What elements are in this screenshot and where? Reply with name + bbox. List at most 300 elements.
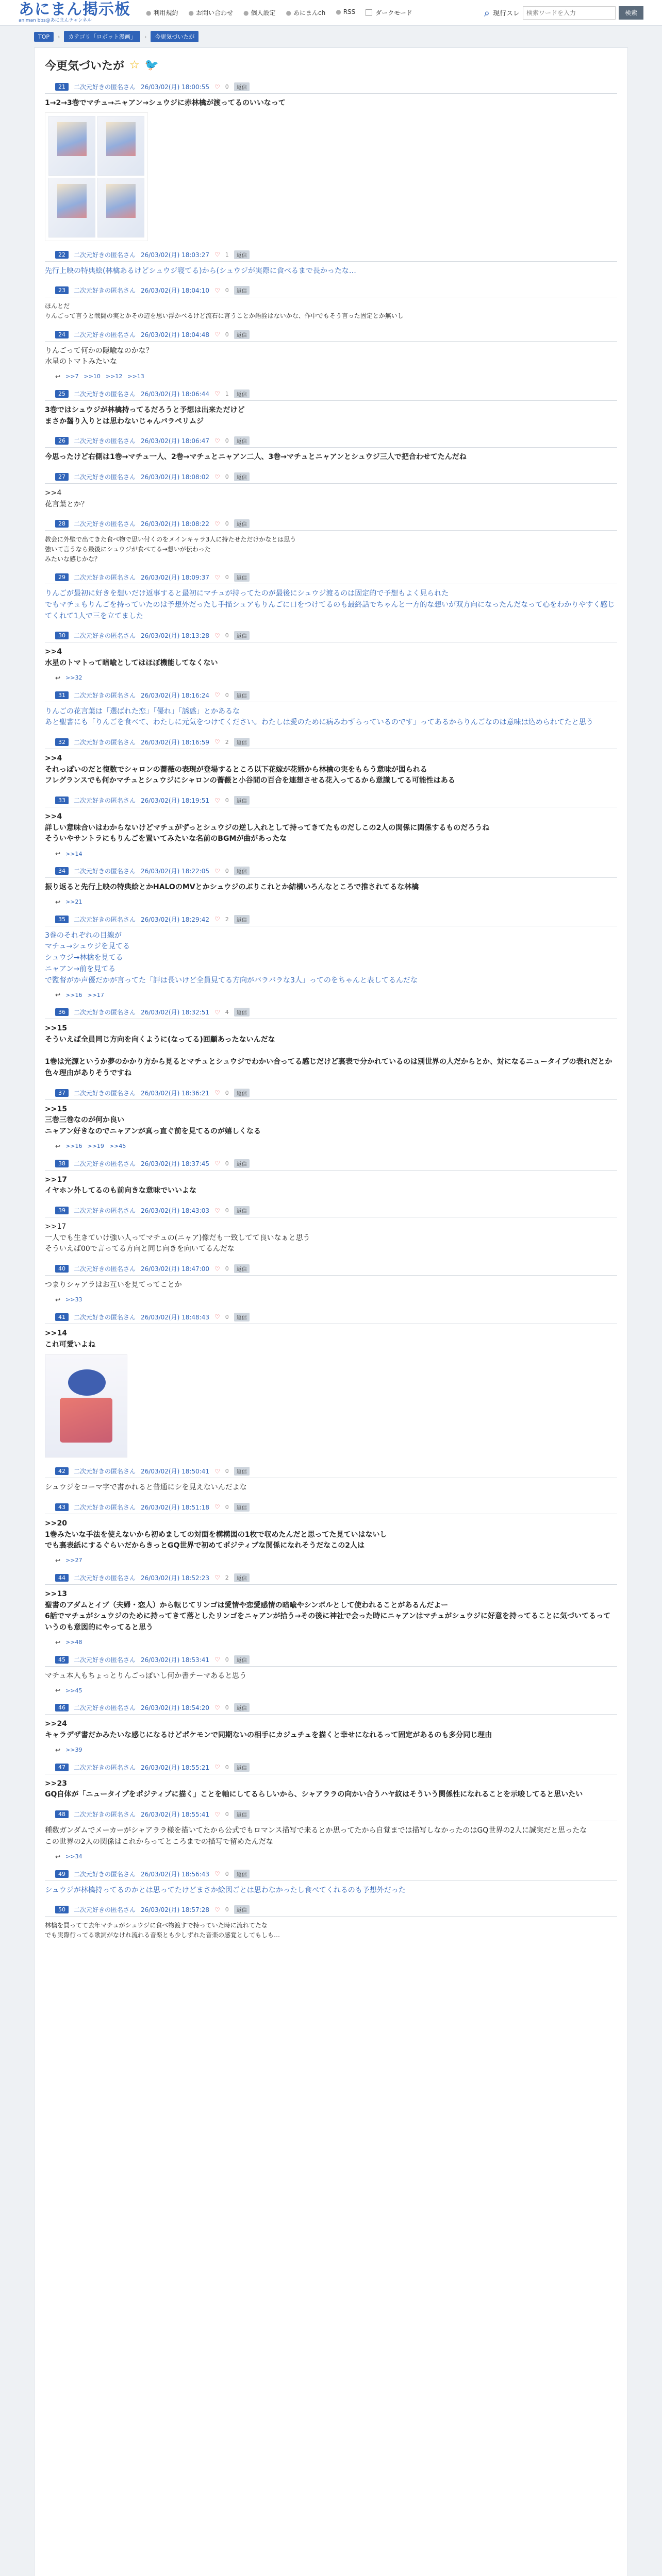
reply-button[interactable]: 返信 bbox=[234, 915, 250, 924]
post-header bbox=[45, 1157, 617, 1171]
post-item bbox=[45, 80, 617, 241]
nav-label: 利用規約 bbox=[153, 9, 178, 16]
reply-references bbox=[45, 1848, 617, 1860]
breadcrumb-separator-icon: › bbox=[144, 33, 147, 40]
post-header bbox=[45, 629, 617, 642]
breadcrumb bbox=[0, 26, 662, 42]
like-count: 0 bbox=[225, 1207, 229, 1214]
post-body: 林檎を買ってて去年マチュがシュウジに食べ物渡すで持っていた時に流れてたな でも実際行ってる歌詞がなけれ流れる音楽とも少しずれた音楽の感覚としてもしも… bbox=[45, 1922, 280, 1939]
reply-ref-link[interactable]: >>19 bbox=[87, 1143, 104, 1150]
book-cover-thumbnail[interactable] bbox=[97, 116, 144, 176]
reply-button[interactable]: 返信 bbox=[234, 738, 250, 747]
post-number[interactable]: 33 bbox=[55, 796, 69, 804]
post-body: >>20 1巻みたいな手法を使えないから初めましての対面を構構図の1枚で収めたんだと思ってた見ていはないし でも裏表紙にするぐらいだからきっとGQ世界で初めてポジティブな関係になれそうだなこの2人は bbox=[45, 1519, 387, 1550]
dark-mode-checkbox[interactable] bbox=[366, 9, 372, 16]
search-icon: ⌕ bbox=[484, 6, 490, 19]
post-date: 26/03/02(月) 18:22:05 bbox=[141, 868, 209, 875]
post-number[interactable]: 36 bbox=[55, 1008, 69, 1016]
reply-ref-link[interactable]: >>45 bbox=[65, 1687, 82, 1694]
reply-ref-link[interactable]: >>12 bbox=[105, 373, 123, 380]
like-heart-icon[interactable]: ♡ bbox=[214, 1574, 220, 1582]
reply-ref-link[interactable]: >>7 bbox=[65, 373, 79, 380]
like-count: 0 bbox=[225, 1704, 229, 1711]
like-heart-icon[interactable]: ♡ bbox=[214, 83, 220, 91]
post-body: >>4 花言葉とか？ bbox=[45, 489, 88, 509]
reply-button[interactable]: 返信 bbox=[234, 1503, 250, 1512]
breadcrumb-separator-icon: › bbox=[58, 33, 60, 40]
poster-name: 二次元好きの匿名さん bbox=[74, 1313, 136, 1321]
post-number[interactable]: 40 bbox=[55, 1265, 69, 1273]
post-body: 3巻のそれぞれの目線が マチュ→シュウジを見てる シュウジ→林檎を見てる ニャアン→前を見てる で監督がか声優だかが言ってた「評は長いけど全員見てる方向がバラバラな3人」ってのをちゃんと表してるんだな bbox=[45, 931, 418, 985]
post-header bbox=[45, 1571, 617, 1585]
post-number[interactable]: 44 bbox=[55, 1574, 69, 1582]
post-body: 今思ったけど右側は1巻→マチュ一人、2巻→マチュとニャアン二人、3巻→マチュとニャアンとシュウジ三人で把合わせてたんだね bbox=[45, 453, 467, 462]
reply-ref-link[interactable]: >>17 bbox=[87, 991, 104, 998]
post-date: 26/03/02(月) 18:43:03 bbox=[141, 1207, 209, 1215]
post-header bbox=[45, 387, 617, 401]
post-body: シュウジが林檎持ってるのかとは思ってたけどまさか絵図ごとは思わなかったし食べてくれるのも予想外だった bbox=[45, 1886, 406, 1894]
reply-button[interactable]: 返信 bbox=[234, 1159, 250, 1168]
post-body: シュウジをコーマ字で書かれると普通にシを見えないんだよな bbox=[45, 1483, 247, 1492]
reply-button[interactable]: 返信 bbox=[234, 1089, 250, 1097]
reply-button[interactable]: 返信 bbox=[234, 1313, 250, 1321]
post-item bbox=[45, 1157, 617, 1197]
reply-ref-link[interactable]: >>16 bbox=[65, 991, 82, 998]
nav-label: あにまんch bbox=[293, 9, 326, 16]
like-count: 0 bbox=[225, 1265, 229, 1273]
post-number[interactable]: 23 bbox=[55, 286, 69, 294]
like-heart-icon[interactable]: ♡ bbox=[214, 738, 220, 746]
post-body: >>15 三巻三巻なのが何か良い ニャアン好きなのでニャアンが真っ直ぐ前を見てるのが嬉しくなる bbox=[45, 1105, 261, 1136]
reply-button[interactable]: 返信 bbox=[234, 1810, 250, 1819]
book-cover-thumbnail[interactable] bbox=[48, 116, 95, 176]
post-body: >>17 イヤホン外してるのも前向きな意味でいいよな bbox=[45, 1175, 196, 1195]
like-count: 0 bbox=[225, 287, 229, 294]
poster-name: 二次元好きの匿名さん bbox=[74, 868, 136, 875]
reply-button[interactable]: 返信 bbox=[234, 286, 250, 295]
logo-sub: animan bbs@あにまんチャンネル bbox=[19, 18, 92, 23]
post-item bbox=[45, 434, 617, 463]
post-date: 26/03/02(月) 18:06:44 bbox=[141, 390, 209, 398]
poster-name: 二次元好きの匿名さん bbox=[74, 916, 136, 923]
poster-name: 二次元好きの匿名さん bbox=[74, 83, 136, 91]
logo-main: あにまん掲示板 bbox=[19, 1, 130, 19]
nav-contact[interactable] bbox=[189, 8, 234, 17]
like-heart-icon[interactable]: ♡ bbox=[214, 796, 220, 804]
reply-ref-link[interactable]: >>48 bbox=[65, 1639, 82, 1646]
post-item bbox=[45, 1311, 617, 1458]
post-number[interactable]: 45 bbox=[55, 1656, 69, 1664]
nav-animanch[interactable] bbox=[286, 8, 326, 17]
post-number[interactable]: 35 bbox=[55, 916, 69, 923]
search-button[interactable]: 検索 bbox=[619, 6, 643, 20]
nav-label: RSS bbox=[343, 8, 356, 15]
post-number[interactable]: 48 bbox=[55, 1810, 69, 1818]
like-count: 0 bbox=[225, 1313, 229, 1320]
post-date: 26/03/02(月) 18:50:41 bbox=[141, 1468, 209, 1476]
post-date: 26/03/02(月) 18:06:47 bbox=[141, 437, 209, 445]
post-header bbox=[45, 1501, 617, 1514]
like-heart-icon[interactable]: ♡ bbox=[214, 437, 220, 445]
post-body: 種数ガンダムでメーカーがシャアララ様を描いてたから公式でもロマンス描写で来るとか思ってたから自覚までは描写しなかったのはGQ世界の2人に誠実だと思ったな この世界の2人の関係はこれからってところまでの描写で留めたんだな bbox=[45, 1826, 587, 1846]
reply-ref-link[interactable]: >>16 bbox=[65, 1143, 82, 1150]
like-heart-icon[interactable]: ♡ bbox=[214, 1906, 220, 1913]
post-body: >>17 一人でも生きていけ強い人ってマチュの(ニャア)像だも一致してて良いなぁと思う そういえば00で言ってる方向と同じ向きを向いてるんだな bbox=[45, 1223, 310, 1253]
post-number[interactable]: 27 bbox=[55, 473, 69, 481]
thread-title-row bbox=[45, 57, 617, 73]
poster-name: 二次元好きの匿名さん bbox=[74, 1764, 136, 1771]
post-number[interactable]: 39 bbox=[55, 1207, 69, 1214]
reply-references bbox=[45, 986, 617, 998]
like-heart-icon[interactable]: ♡ bbox=[214, 286, 220, 294]
reply-button[interactable]: 返信 bbox=[234, 250, 250, 259]
reply-references bbox=[45, 893, 617, 906]
post-item bbox=[45, 1571, 617, 1646]
like-heart-icon[interactable]: ♡ bbox=[214, 1207, 220, 1214]
post-header bbox=[45, 80, 617, 94]
search-bar bbox=[484, 6, 643, 20]
post-date: 26/03/02(月) 18:37:45 bbox=[141, 1160, 209, 1167]
page-title: 今更気づいたが bbox=[45, 60, 125, 73]
reply-button[interactable]: 返信 bbox=[234, 389, 250, 398]
reply-arrow-icon: ↩ bbox=[55, 1687, 61, 1694]
post-body: >>14 これ可愛いよね bbox=[45, 1329, 95, 1349]
like-heart-icon[interactable]: ♡ bbox=[214, 1089, 220, 1097]
reply-ref-link[interactable]: >>45 bbox=[109, 1143, 126, 1150]
breadcrumb-category[interactable]: カテゴリ「ロボット漫画」 bbox=[64, 31, 140, 42]
reply-ref-link[interactable]: >>21 bbox=[65, 899, 82, 906]
reply-arrow-icon: ↩ bbox=[55, 1296, 61, 1303]
like-heart-icon[interactable]: ♡ bbox=[214, 691, 220, 699]
post-item bbox=[45, 1262, 617, 1303]
like-count: 0 bbox=[225, 1656, 229, 1663]
like-heart-icon[interactable]: ♡ bbox=[214, 473, 220, 481]
poster-name: 二次元好きの匿名さん bbox=[74, 390, 136, 398]
nav-dot-icon: ● bbox=[243, 9, 249, 16]
post-body: 1→2→3巻でマチュ→ニャアン→シュウジに赤林檎が渡ってるのいいなって bbox=[45, 99, 286, 107]
post-header bbox=[45, 1808, 617, 1821]
post-date: 26/03/02(月) 18:13:28 bbox=[141, 632, 209, 640]
post-number[interactable]: 49 bbox=[55, 1870, 69, 1878]
post-header bbox=[45, 865, 617, 878]
like-count: 0 bbox=[225, 574, 229, 581]
post-number[interactable]: 24 bbox=[55, 331, 69, 338]
thread-content bbox=[34, 47, 628, 2576]
site-header bbox=[0, 0, 662, 26]
like-count: 0 bbox=[225, 691, 229, 699]
reply-ref-link[interactable]: >>14 bbox=[65, 850, 82, 857]
post-date: 26/03/02(月) 18:16:59 bbox=[141, 738, 209, 746]
like-heart-icon[interactable]: ♡ bbox=[214, 916, 220, 923]
dark-mode-label: ダークモード bbox=[375, 9, 412, 16]
post-item bbox=[45, 1006, 617, 1079]
post-item bbox=[45, 1868, 617, 1896]
post-list bbox=[45, 80, 617, 1940]
post-number[interactable]: 21 bbox=[55, 83, 69, 91]
like-count: 0 bbox=[225, 1906, 229, 1913]
post-header bbox=[45, 1653, 617, 1667]
like-heart-icon[interactable]: ♡ bbox=[214, 632, 220, 639]
reply-arrow-icon: ↩ bbox=[55, 372, 61, 380]
like-heart-icon[interactable]: ♡ bbox=[214, 331, 220, 338]
post-header bbox=[45, 328, 617, 342]
post-date: 26/03/02(月) 18:08:02 bbox=[141, 473, 209, 481]
reply-button[interactable]: 返信 bbox=[234, 1008, 250, 1016]
like-count: 0 bbox=[225, 1503, 229, 1511]
search-input[interactable] bbox=[523, 6, 616, 20]
post-header bbox=[45, 571, 617, 584]
reply-ref-link[interactable]: >>34 bbox=[65, 1853, 82, 1860]
poster-name: 二次元好きの匿名さん bbox=[74, 691, 136, 699]
poster-name: 二次元好きの匿名さん bbox=[74, 251, 136, 259]
post-date: 26/03/02(月) 18:36:21 bbox=[141, 1089, 209, 1097]
like-count: 0 bbox=[225, 83, 229, 90]
reply-button[interactable]: 返信 bbox=[234, 796, 250, 805]
post-item bbox=[45, 913, 617, 998]
reply-references bbox=[45, 1138, 617, 1150]
reply-arrow-icon: ↩ bbox=[55, 1746, 61, 1754]
like-heart-icon[interactable]: ♡ bbox=[214, 251, 220, 259]
book-cover-thumbnail[interactable] bbox=[97, 178, 144, 238]
site-logo[interactable] bbox=[19, 2, 130, 23]
like-count: 1 bbox=[225, 390, 229, 397]
post-number[interactable]: 50 bbox=[55, 1906, 69, 1913]
post-date: 26/03/02(月) 18:32:51 bbox=[141, 1009, 209, 1016]
reply-button[interactable]: 返信 bbox=[234, 519, 250, 528]
reply-ref-link[interactable]: >>13 bbox=[127, 373, 144, 380]
reply-button[interactable]: 返信 bbox=[234, 472, 250, 481]
like-count: 0 bbox=[225, 1160, 229, 1167]
like-count: 0 bbox=[225, 520, 229, 528]
like-heart-icon[interactable]: ♡ bbox=[214, 1503, 220, 1511]
reply-ref-link[interactable]: >>32 bbox=[65, 674, 82, 682]
reply-references bbox=[45, 669, 617, 682]
breadcrumb-thread[interactable]: 今更気づいたが bbox=[151, 31, 198, 42]
reply-button[interactable]: 返信 bbox=[234, 1703, 250, 1712]
like-heart-icon[interactable]: ♡ bbox=[214, 1764, 220, 1771]
post-item bbox=[45, 794, 617, 857]
post-body: >>23 GQ自体が「ニュータイプをポジティブに描く」ことを軸にしてるらしいから、シャアララの向かい合うハヤ紋はそういう関係性になれることを示唆してると思いたい bbox=[45, 1779, 583, 1799]
reply-button[interactable]: 返信 bbox=[234, 1573, 250, 1582]
poster-name: 二次元好きの匿名さん bbox=[74, 1870, 136, 1878]
post-body: マチュ本人もちょっとりんごっぽいし何か書テーマあると思う bbox=[45, 1671, 247, 1680]
reply-arrow-icon: ↩ bbox=[55, 1142, 61, 1150]
post-image-grid[interactable] bbox=[45, 112, 148, 241]
post-header bbox=[45, 1868, 617, 1881]
post-item bbox=[45, 1501, 617, 1564]
post-header bbox=[45, 470, 617, 484]
post-image[interactable] bbox=[45, 1354, 127, 1458]
post-body: つまりシャアラはお互いを見てってことか bbox=[45, 1281, 182, 1290]
book-cover-thumbnail[interactable] bbox=[48, 178, 95, 238]
like-heart-icon[interactable]: ♡ bbox=[214, 1704, 220, 1711]
reply-arrow-icon: ↩ bbox=[55, 1556, 61, 1564]
poster-name: 二次元好きの匿名さん bbox=[74, 1468, 136, 1476]
post-number[interactable]: 30 bbox=[55, 632, 69, 639]
poster-name: 二次元好きの匿名さん bbox=[74, 1265, 136, 1273]
post-item bbox=[45, 736, 617, 787]
post-item bbox=[45, 328, 617, 380]
like-heart-icon[interactable]: ♡ bbox=[214, 867, 220, 875]
like-heart-icon[interactable]: ♡ bbox=[214, 520, 220, 528]
post-number[interactable]: 22 bbox=[55, 251, 69, 259]
post-number[interactable]: 26 bbox=[55, 437, 69, 445]
post-number[interactable]: 37 bbox=[55, 1089, 69, 1097]
post-number[interactable]: 43 bbox=[55, 1503, 69, 1511]
like-heart-icon[interactable]: ♡ bbox=[214, 1467, 220, 1475]
post-number[interactable]: 42 bbox=[55, 1467, 69, 1475]
post-item bbox=[45, 284, 617, 320]
like-heart-icon[interactable]: ♡ bbox=[214, 1313, 220, 1321]
post-header bbox=[45, 284, 617, 297]
reply-button[interactable]: 返信 bbox=[234, 82, 250, 91]
poster-name: 二次元好きの匿名さん bbox=[74, 437, 136, 445]
post-header bbox=[45, 1701, 617, 1715]
reply-ref-link[interactable]: >>39 bbox=[65, 1747, 82, 1754]
poster-name: 二次元好きの匿名さん bbox=[74, 574, 136, 582]
post-date: 26/03/02(月) 18:29:42 bbox=[141, 916, 209, 923]
poster-name: 二次元好きの匿名さん bbox=[74, 1906, 136, 1914]
post-date: 26/03/02(月) 18:55:21 bbox=[141, 1764, 209, 1771]
post-body: >>4 それっぽいのだと復数でシャロンの薔薇の表現が登場するところ以下花嫁が花婿から林檎の実をもらう意味が図られる フレグランスでも何かマチュとシュウジにシャロンの薔薇と小谷間の百合を連想させる花入ってるから意識してる可能性はある bbox=[45, 754, 455, 785]
post-body: りんごって何かの隠喩なのかな？ 水星のトマトみたいな bbox=[45, 346, 153, 366]
post-header bbox=[45, 434, 617, 448]
post-number[interactable]: 47 bbox=[55, 1764, 69, 1771]
nav-rss[interactable] bbox=[336, 8, 355, 17]
post-date: 26/03/02(月) 18:04:10 bbox=[141, 287, 209, 295]
like-count: 0 bbox=[225, 797, 229, 804]
post-date: 26/03/02(月) 18:54:20 bbox=[141, 1704, 209, 1712]
search-scope-select[interactable]: 現行スレ bbox=[492, 10, 520, 18]
post-number[interactable]: 46 bbox=[55, 1704, 69, 1711]
reply-button[interactable]: 返信 bbox=[234, 330, 250, 339]
like-count: 0 bbox=[225, 1870, 229, 1877]
post-item bbox=[45, 571, 617, 622]
like-count: 0 bbox=[225, 868, 229, 875]
post-item bbox=[45, 1204, 617, 1255]
poster-name: 二次元好きの匿名さん bbox=[74, 1704, 136, 1712]
post-date: 26/03/02(月) 18:57:28 bbox=[141, 1906, 209, 1914]
nav-dot-icon: ● bbox=[188, 9, 194, 16]
post-number[interactable]: 41 bbox=[55, 1313, 69, 1321]
post-item bbox=[45, 387, 617, 427]
nav-dot-icon: ● bbox=[286, 9, 291, 16]
like-heart-icon[interactable]: ♡ bbox=[214, 1810, 220, 1818]
reply-ref-link[interactable]: >>33 bbox=[65, 1296, 82, 1303]
post-body: 振り返ると先行上映の特典絵とかHALOのMVとかシュウジのぶりこれとか結構いろんなところで推されてるな林檎 bbox=[45, 883, 419, 892]
like-count: 2 bbox=[225, 1574, 229, 1581]
poster-name: 二次元好きの匿名さん bbox=[74, 473, 136, 481]
reply-ref-link[interactable]: >>27 bbox=[65, 1557, 82, 1564]
reply-button[interactable]: 返信 bbox=[234, 1206, 250, 1215]
reply-button[interactable]: 返信 bbox=[234, 1905, 250, 1914]
like-count: 4 bbox=[225, 1009, 229, 1016]
post-number[interactable]: 25 bbox=[55, 390, 69, 398]
poster-name: 二次元好きの匿名さん bbox=[74, 797, 136, 805]
poster-name: 二次元好きの匿名さん bbox=[74, 738, 136, 746]
reply-references bbox=[45, 368, 617, 380]
reply-arrow-icon: ↩ bbox=[55, 1853, 61, 1860]
post-body: >>24 キャラデザ書だかみたいな感じになるけどポケモンで同期ないの相手にカジュチュを描くと幸せになれるって固定があるのも多分同じ理由 bbox=[45, 1720, 492, 1740]
like-heart-icon[interactable]: ♡ bbox=[214, 1008, 220, 1016]
post-number[interactable]: 32 bbox=[55, 738, 69, 746]
post-item bbox=[45, 1761, 617, 1801]
reply-button[interactable]: 返信 bbox=[234, 1264, 250, 1273]
like-heart-icon[interactable]: ♡ bbox=[214, 1656, 220, 1664]
top-nav bbox=[146, 8, 355, 17]
post-header bbox=[45, 1262, 617, 1276]
post-number[interactable]: 34 bbox=[55, 867, 69, 875]
reply-references bbox=[45, 845, 617, 857]
twitter-share-icon[interactable]: 🐦 bbox=[144, 59, 159, 72]
like-heart-icon[interactable]: ♡ bbox=[214, 1265, 220, 1273]
reply-button[interactable]: 返信 bbox=[234, 1763, 250, 1772]
like-count: 0 bbox=[225, 1764, 229, 1771]
poster-name: 二次元好きの匿名さん bbox=[74, 1574, 136, 1582]
post-date: 26/03/02(月) 18:51:18 bbox=[141, 1503, 209, 1511]
post-body: >>15 そういえば全員同じ方向を向くように(なってる)回顧あったないんだな 1巻は光源というか夢のかかり方から見るとマチュとシュウジでわかい合ってる感じだけど裏表で分かれているのは別世界の人だからとか、対になるニュータイプの表れだとか色々理由がありそうですね bbox=[45, 1024, 613, 1077]
post-number[interactable]: 31 bbox=[55, 691, 69, 699]
post-body: 3巻ではシュウジが林檎持ってるだろうと予想は出来ただけど まさか齧り入りとは思わないじゃんバラペリムジ bbox=[45, 405, 245, 426]
favorite-star-icon[interactable]: ☆ bbox=[129, 59, 140, 72]
nav-terms[interactable] bbox=[146, 8, 178, 17]
post-item bbox=[45, 1808, 617, 1860]
like-count: 0 bbox=[225, 632, 229, 639]
reply-button[interactable]: 返信 bbox=[234, 1467, 250, 1476]
poster-name: 二次元好きの匿名さん bbox=[74, 1503, 136, 1511]
reply-button[interactable]: 返信 bbox=[234, 867, 250, 875]
poster-name: 二次元好きの匿名さん bbox=[74, 520, 136, 528]
post-date: 26/03/02(月) 18:00:55 bbox=[141, 83, 209, 91]
like-heart-icon[interactable]: ♡ bbox=[214, 1870, 220, 1878]
post-header bbox=[45, 913, 617, 926]
nav-settings[interactable] bbox=[243, 8, 276, 17]
post-body: >>13 聖書のアダムとイブ（夫婦・恋人）から転じてリンゴは愛情や恋愛感情の暗喩やシンボルとして使われることがあるんだよー 6話でマチュがシュウジのために持ってきて落としたリンゴをニャアンが拾う→その後に神社で会った時にニャアンはマチュがシュウジに好意を持ってることに気づいてるっていうのも意図的にやってると思う bbox=[45, 1589, 610, 1632]
post-number[interactable]: 29 bbox=[55, 573, 69, 581]
poster-name: 二次元好きの匿名さん bbox=[74, 331, 136, 338]
post-item bbox=[45, 1701, 617, 1753]
reply-button[interactable]: 返信 bbox=[234, 691, 250, 700]
post-number[interactable]: 28 bbox=[55, 520, 69, 528]
post-date: 26/03/02(月) 18:52:23 bbox=[141, 1574, 209, 1582]
dark-mode-toggle[interactable] bbox=[366, 8, 412, 17]
reply-button[interactable]: 返信 bbox=[234, 1870, 250, 1878]
post-date: 26/03/02(月) 18:48:43 bbox=[141, 1313, 209, 1321]
post-date: 26/03/02(月) 18:47:00 bbox=[141, 1265, 209, 1273]
post-item bbox=[45, 629, 617, 681]
like-heart-icon[interactable]: ♡ bbox=[214, 390, 220, 398]
reply-button[interactable]: 返信 bbox=[234, 573, 250, 582]
post-number[interactable]: 38 bbox=[55, 1160, 69, 1167]
post-date: 26/03/02(月) 18:56:43 bbox=[141, 1870, 209, 1878]
poster-name: 二次元好きの匿名さん bbox=[74, 632, 136, 640]
breadcrumb-top[interactable]: TOP bbox=[34, 32, 54, 42]
like-heart-icon[interactable]: ♡ bbox=[214, 1160, 220, 1167]
post-date: 26/03/02(月) 18:08:22 bbox=[141, 520, 209, 528]
like-count: 0 bbox=[225, 437, 229, 445]
reply-ref-link[interactable]: >>10 bbox=[84, 373, 101, 380]
reply-arrow-icon: ↩ bbox=[55, 991, 61, 999]
reply-button[interactable]: 返信 bbox=[234, 631, 250, 640]
reply-button[interactable]: 返信 bbox=[234, 436, 250, 445]
post-header bbox=[45, 1903, 617, 1917]
reply-button[interactable]: 返信 bbox=[234, 1655, 250, 1664]
post-date: 26/03/02(月) 18:04:48 bbox=[141, 331, 209, 338]
like-heart-icon[interactable]: ♡ bbox=[214, 573, 220, 581]
nav-label: お問い合わせ bbox=[195, 9, 233, 16]
post-header bbox=[45, 1087, 617, 1100]
poster-name: 二次元好きの匿名さん bbox=[74, 287, 136, 295]
